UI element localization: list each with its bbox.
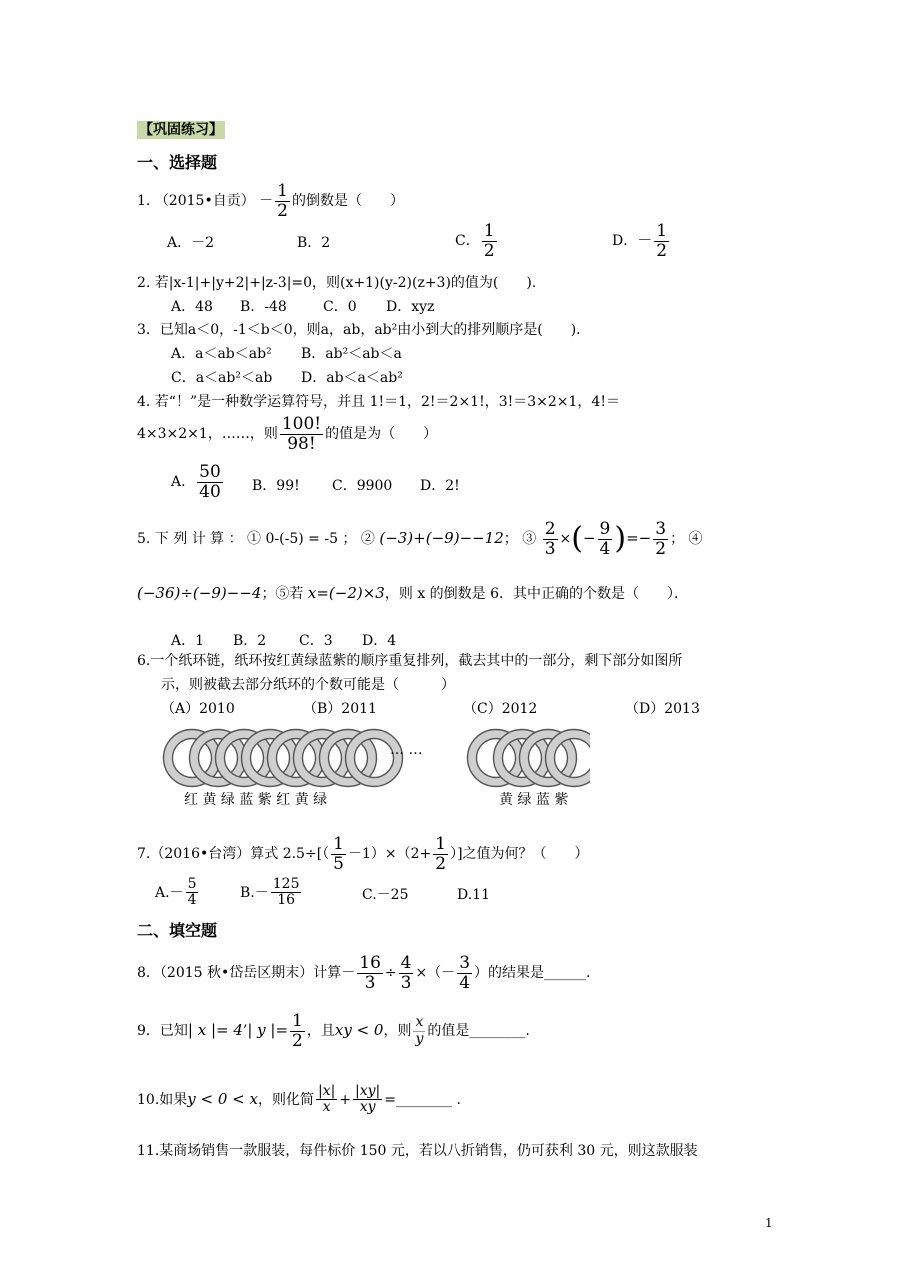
- question-4-line2: 4×3×2×1，……，则 $\frac{100!}{98!}$ 的值是为（ ）: [137, 414, 438, 454]
- question-6-line1: 6.一个纸环链，纸环按红黄绿蓝紫的顺序重复排列，截去其中的一部分，剩下部分如图所: [137, 653, 683, 669]
- question-9: 9．已知| x |= 4’| y |= $\frac{1}{2}$ ，且xy < 0，则 $\frac{x}{y}$ 的值是________.: [137, 1011, 530, 1051]
- question-1: [137, 182, 404, 220]
- q1-fraction: $\frac{1}{2}$: [277, 181, 288, 221]
- left-ring-chain: [164, 730, 403, 787]
- q5-option-c: C．3: [299, 633, 333, 649]
- q1-option-a: A．－2: [167, 235, 215, 251]
- section-title-choice: 一、选择题: [137, 153, 218, 172]
- q6-option-c: （C）2012: [463, 701, 538, 717]
- question-5-line2: (−36)÷(−9)−−4；⑤若 x=(−2)×3，则 x 的倒数是 6．其中正确的个数是（ ）．: [137, 584, 689, 602]
- question-10: 10.如果y < 0 < x，则化简 $\frac{|x|}{x}$ + $\frac{|xy|}{xy}$ =________ .: [137, 1083, 461, 1116]
- q7-option-d: D.11: [457, 887, 490, 903]
- q1-number: 1.: [137, 193, 151, 210]
- q1-source: （2015•自贡）: [154, 193, 255, 210]
- q4-fraction: $\frac{100!}{98!}$: [281, 414, 322, 454]
- q3-option-d: D．ab＜a＜ab²: [301, 370, 403, 386]
- q1-option-c: C． $\frac{1}{2}$: [455, 221, 495, 261]
- q2-option-d: D．xyz: [386, 299, 435, 315]
- q2-option-c: C．0: [323, 299, 357, 315]
- q4-option-a: A． $\frac{50}{40}$: [171, 462, 221, 502]
- q2-option-a: A．48: [171, 299, 213, 315]
- question-5-line1: 5. 下 列 计 算 ： ① 0-(-5) = -5 ； ② (−3)+(−9)−−12； ③ $\frac{2}{3}$ ×(− $\frac{9}{4}$ )=− $\frac{3}{2}$ ； ④: [137, 519, 703, 559]
- ring-chain-figure: [160, 728, 590, 788]
- q3-option-a: A．a＜ab＜ab²: [171, 346, 272, 362]
- q4-option-b: B．99!: [252, 478, 300, 494]
- q4-option-d: D．2!: [420, 478, 460, 494]
- ring-chain-ellipsis: … …: [390, 742, 423, 758]
- question-6-line2: 示，则被截去部分纸环的个数可能是（ ）: [161, 677, 455, 693]
- question-2: 2. 若|x-1|+|y+2|+|z-3|=0，则(x+1)(y-2)(z+3)的值为( ).: [137, 275, 537, 291]
- q7-option-a: A.－ $\frac{5}{4}$: [155, 876, 197, 909]
- right-ring-chain: [468, 730, 591, 787]
- question-8: 8．（2015 秋•岱岳区期末）计算－ $\frac{16}{3}$ ÷ $\frac{4}{3}$ ×（－ $\frac{3}{4}$ ）的结果是______.: [137, 953, 591, 993]
- question-4-line1: 4. 若“！”是一种数学运算符号，并且 1!＝1，2!＝2×1!，3!＝3×2×1，4!＝: [137, 394, 620, 410]
- q1-option-b: B．2: [297, 235, 331, 251]
- question-3: 3．已知a＜0，-1＜b＜0，则a，ab，ab²由小到大的排列顺序是( )．: [137, 322, 591, 338]
- q6-option-d: （D）2013: [625, 701, 700, 717]
- q5-option-d: D．4: [362, 633, 397, 649]
- q7-option-c: C.－25: [362, 887, 409, 903]
- question-7: 7.（2016•台湾）算式 2.5÷[（ $\frac{1}{5}$ －1）×（2+ $\frac{1}{2}$ ）]之值为何？（ ）: [137, 834, 589, 874]
- q1-tail: 的倒数是（ ）: [291, 193, 404, 210]
- q5-expr-4: (−36)÷(−9)−−4: [137, 584, 262, 602]
- q2-option-b: B．-48: [240, 299, 287, 315]
- left-ring-labels: 红 黄 绿 蓝 紫 红 黄 绿: [184, 792, 328, 808]
- q1-option-d: D．－ $\frac{1}{2}$: [612, 221, 668, 261]
- q3-option-c: C．a＜ab²＜ab: [171, 370, 273, 386]
- q1-minus: －: [259, 193, 274, 210]
- q6-option-b: （B）2011: [303, 701, 377, 717]
- q5-option-a: A．1: [171, 633, 205, 649]
- q5-expr-5: x=(−2)×3: [307, 584, 385, 602]
- page-number: 1: [765, 1216, 773, 1230]
- exercise-header-label: 【巩固练习】: [139, 122, 223, 138]
- q4-option-c: C．9900: [332, 478, 393, 494]
- q5-option-b: B．2: [233, 633, 267, 649]
- q5-expr-2: (−3)+(−9)−−12: [379, 529, 504, 548]
- section-title-fill: 二、填空题: [137, 921, 218, 940]
- exercise-header: [137, 120, 225, 140]
- q6-option-a: （A）2010: [161, 701, 235, 717]
- right-ring-labels: 黄 绿 蓝 紫: [499, 792, 569, 808]
- q3-option-b: B．ab²＜ab＜a: [301, 346, 402, 362]
- q7-option-b: B.－ $\frac{125}{16}$: [240, 876, 300, 909]
- question-11: 11.某商场销售一款服装，每件标价 150 元，若以八折销售，仍可获利 30 元，则这款服装: [137, 1143, 698, 1159]
